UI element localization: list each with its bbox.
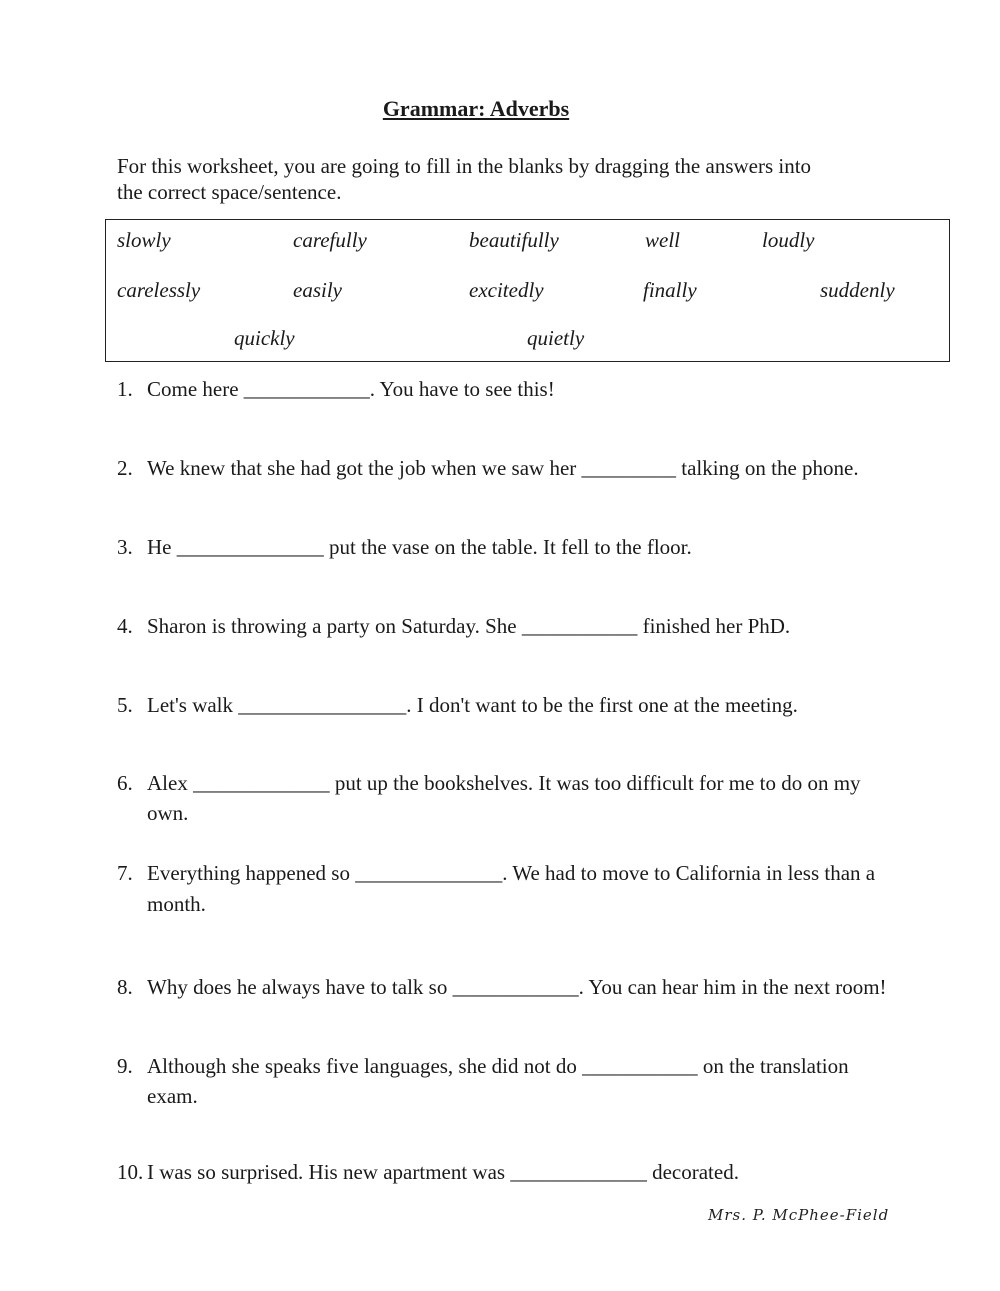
question-number: 9. bbox=[117, 1054, 133, 1078]
question-number: 8. bbox=[117, 975, 133, 999]
answer-blank-7[interactable]: ______________ bbox=[355, 861, 503, 885]
word-chip-well[interactable]: well bbox=[645, 228, 680, 252]
word-chip-quietly[interactable]: quietly bbox=[527, 326, 585, 350]
answer-blank-2[interactable]: _________ bbox=[581, 456, 677, 480]
question-number: 3. bbox=[117, 535, 133, 559]
answer-blank-8[interactable]: ____________ bbox=[452, 975, 579, 999]
instructions-line-2: the correct space/sentence. bbox=[117, 180, 342, 204]
answer-blank-4[interactable]: ___________ bbox=[521, 614, 638, 638]
word-chip-finally[interactable]: finally bbox=[643, 278, 697, 302]
question-text: He ______________ put the vase on the table. It fell to the floor. bbox=[147, 535, 692, 559]
word-chip-carefully[interactable]: carefully bbox=[293, 228, 367, 252]
question-number: 10. bbox=[117, 1160, 144, 1184]
question-text: We knew that she had got the job when we saw her _________ talking on the phone. bbox=[147, 456, 859, 480]
question-number: 6. bbox=[117, 771, 133, 795]
question-text-continued: month. bbox=[147, 892, 206, 916]
worksheet-title: Grammar: Adverbs bbox=[382, 96, 570, 121]
answer-blank-5[interactable]: ________________ bbox=[238, 693, 407, 717]
word-chip-beautifully[interactable]: beautifully bbox=[469, 228, 559, 252]
question-text: I was so surprised. His new apartment was _____________ decorated. bbox=[147, 1160, 739, 1184]
word-chip-suddenly[interactable]: suddenly bbox=[820, 278, 895, 302]
question-text: Sharon is throwing a party on Saturday. She ___________ finished her PhD. bbox=[147, 614, 791, 638]
question-text: Why does he always have to talk so ____________. You can hear him in the next room! bbox=[147, 975, 887, 999]
answer-blank-10[interactable]: _____________ bbox=[510, 1160, 647, 1184]
question-text-continued: own. bbox=[147, 801, 189, 825]
answer-blank-9[interactable]: ___________ bbox=[582, 1054, 698, 1078]
answer-blank-1[interactable]: ____________ bbox=[243, 377, 370, 401]
question-text: Everything happened so ______________. We had to move to California in less than a bbox=[147, 861, 876, 885]
answer-blank-6[interactable]: _____________ bbox=[193, 771, 330, 795]
word-chip-easily[interactable]: easily bbox=[293, 278, 342, 302]
question-number: 4. bbox=[117, 614, 133, 638]
question-number: 5. bbox=[117, 693, 133, 717]
question-number: 7. bbox=[117, 861, 133, 885]
word-bank bbox=[105, 219, 950, 362]
word-chip-excitedly[interactable]: excitedly bbox=[469, 278, 544, 302]
word-chip-slowly[interactable]: slowly bbox=[117, 228, 171, 252]
question-text: Let's walk ________________. I don't want to be the first one at the meeting. bbox=[147, 693, 798, 717]
author-signature: Mrs. P. McPhee-Field bbox=[708, 1206, 890, 1224]
question-number: 1. bbox=[117, 377, 133, 401]
instructions-line-1: For this worksheet, you are going to fill in the blanks by dragging the answers into bbox=[117, 154, 812, 178]
question-text: Come here ____________. You have to see this! bbox=[147, 377, 555, 401]
question-text-continued: exam. bbox=[147, 1084, 198, 1108]
question-number: 2. bbox=[117, 456, 133, 480]
word-chip-loudly[interactable]: loudly bbox=[762, 228, 815, 252]
word-chip-quickly[interactable]: quickly bbox=[234, 326, 295, 350]
word-chip-carelessly[interactable]: carelessly bbox=[117, 278, 201, 302]
question-text: Alex _____________ put up the bookshelves. It was too difficult for me to do on my bbox=[147, 771, 861, 795]
answer-blank-3[interactable]: ______________ bbox=[176, 535, 324, 559]
question-text: Although she speaks five languages, she did not do ___________ on the translation bbox=[147, 1054, 849, 1078]
